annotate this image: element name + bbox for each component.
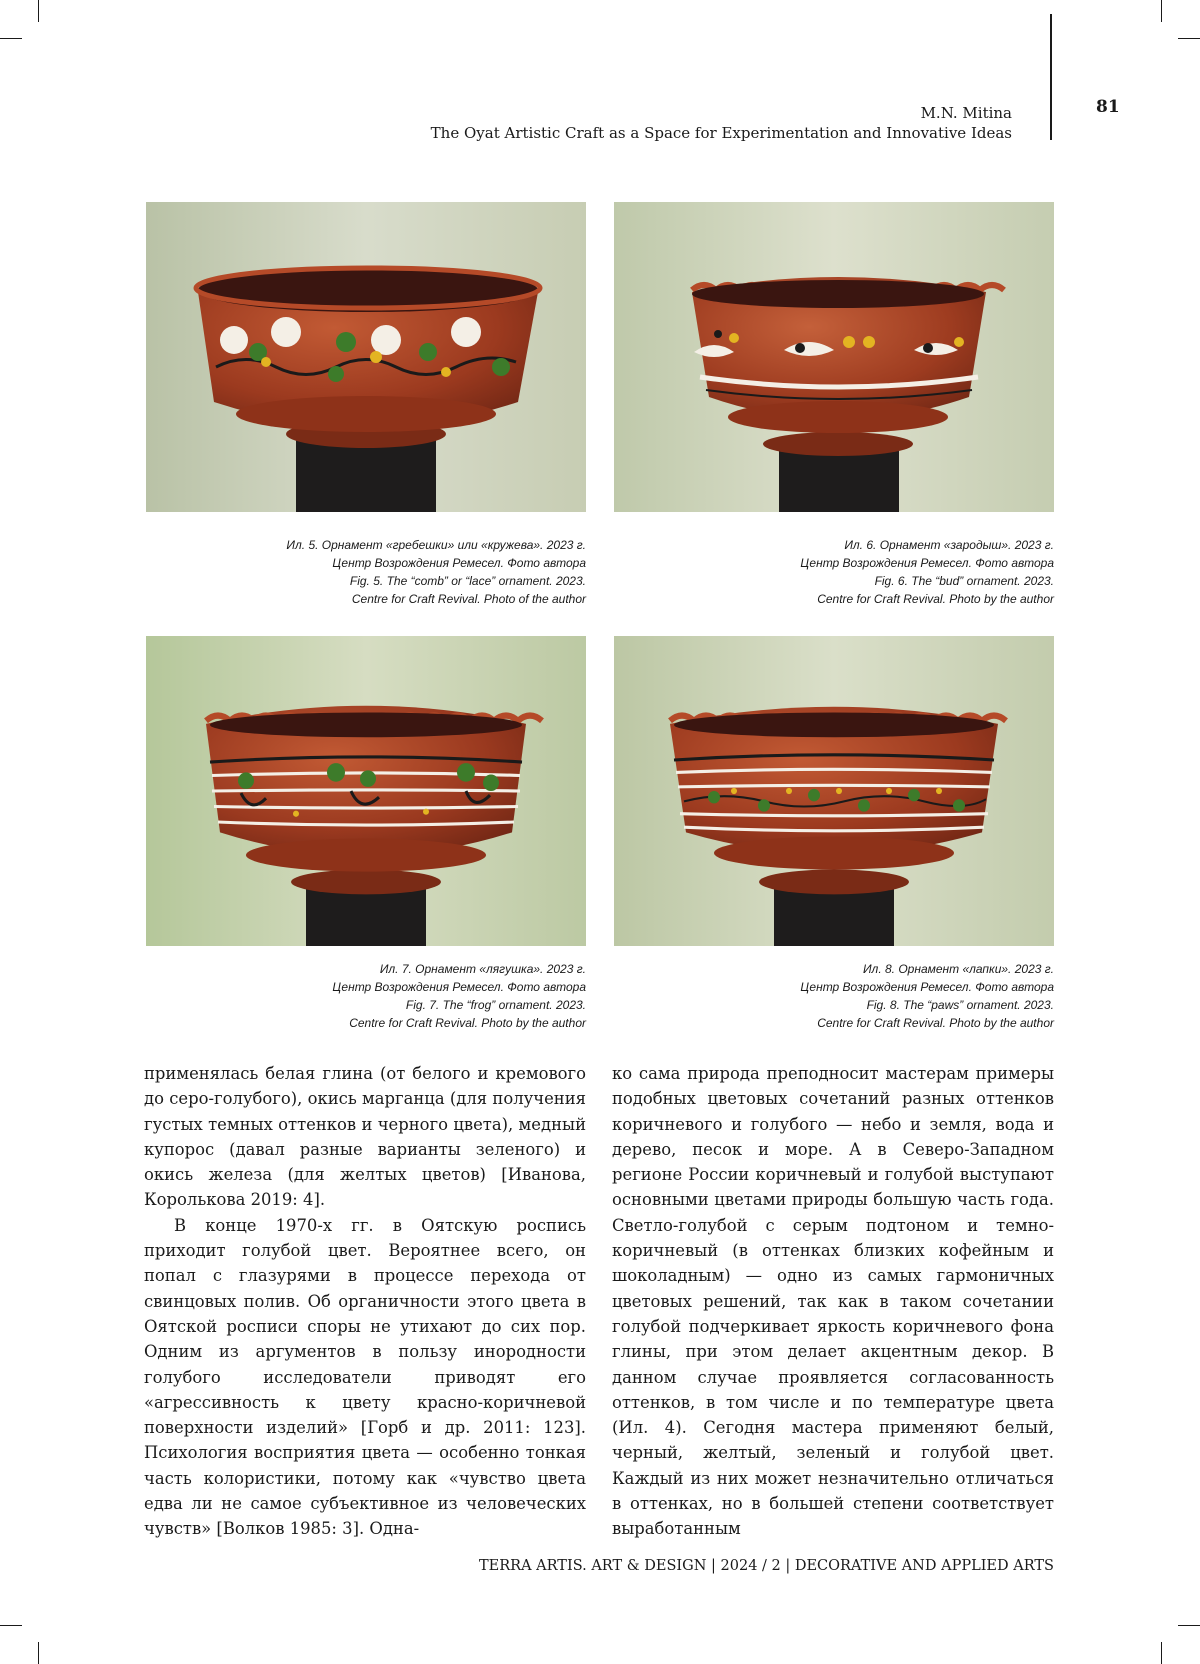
- figure-7-caption: [146, 960, 586, 1032]
- caption-line: Ил. 7. Орнамент «лягушка». 2023 г.: [379, 962, 586, 976]
- crop-mark: [1178, 1625, 1200, 1626]
- body-paragraph: применялась белая глина (от белого и кремового до серо-голубого), окись марганца (для получения густых темных оттенков и черного цвета), медный купорос (давал разные варианты зеленого) и окись железа (для желтых цветов) [Иванова, Королькова 2019: 4].: [144, 1064, 586, 1210]
- figure-5-caption: [146, 536, 586, 608]
- crop-mark: [1161, 0, 1162, 22]
- crop-mark: [38, 0, 39, 22]
- caption-line: Ил. 5. Орнамент «гребешки» или «кружева». 2023 г.: [286, 538, 586, 552]
- figure-8-caption: [614, 960, 1054, 1032]
- caption-line: Fig. 5. The “comb” or “lace” ornament. 2023.: [349, 574, 586, 588]
- caption-line: Центр Возрождения Ремесел. Фото автора: [800, 980, 1054, 994]
- body-left-column: [144, 1061, 586, 1542]
- running-footer: TERRA ARTIS. ART & DESIGN | 2024 / 2 | DECORATIVE AND APPLIED ARTS: [479, 1558, 1054, 1574]
- caption-line: Centre for Craft Revival. Photo by the author: [817, 1016, 1054, 1030]
- figure-6-photo: [614, 202, 1054, 512]
- caption-line: Fig. 6. The “bud” ornament. 2023.: [874, 574, 1054, 588]
- caption-line: Ил. 6. Орнамент «зародыш». 2023 г.: [844, 538, 1054, 552]
- caption-line: Fig. 8. The “paws” ornament. 2023.: [866, 998, 1054, 1012]
- caption-line: Ил. 8. Орнамент «лапки». 2023 г.: [862, 962, 1054, 976]
- body-paragraph: ко сама природа преподносит мастерам примеры подобных цветовых сочетаний разных оттенков коричневого и голубого — небо и земля, вода и дерево, песок и море. А в Северо-Западном регионе России коричневый и голубой выступают основными цветами природы большую часть года. Светло-голубой с серым подтоном и темно-коричневый (в оттенках близких кофейным и шоколадным) — одно из самых гармоничных цветовых решений, так как в таком сочетании голубой подчеркивает яркость коричневого фона глины, при этом делает акцентным декор. В данном случае проявляется согласованность оттенков, в том числе и по температуре цвета (Ил. 4). Сегодня мастера применяют белый, черный, желтый, зеленый и голубой цвет. Каждый из них может незначительно отличаться в оттенках, но в большей степени соответствует выработанным: [612, 1064, 1054, 1539]
- crop-mark: [0, 1625, 22, 1626]
- running-header-author: M.N. Mitina: [920, 104, 1012, 122]
- body-right-column: [612, 1061, 1054, 1542]
- crop-mark: [38, 1642, 39, 1664]
- caption-line: Центр Возрождения Ремесел. Фото автора: [800, 556, 1054, 570]
- caption-line: Centre for Craft Revival. Photo of the author: [351, 592, 586, 606]
- body-paragraph: В конце 1970-х гг. в Оятскую роспись приходит голубой цвет. Вероятнее всего, он попал с глазурями в процессе перехода от свинцовых полив. Об органичности этого цвета в Оятской росписи споры не утихают до сих пор. Одним из аргументов в пользу инородности голубого исследователи приводят его «агрессивность к цвету красно-коричневой поверхности изделий» [Горб и др. 2011: 123]. Психология восприятия цвета — особенно тонкая часть колористики, потому как «чувство цвета едва ли не самое субъективное из человеческих чувств» [Волков 1985: 3]. Одна-: [144, 1215, 586, 1539]
- figure-5-photo: [146, 202, 586, 512]
- caption-line: Centre for Craft Revival. Photo by the author: [349, 1016, 586, 1030]
- figure-8-photo: [614, 636, 1054, 946]
- caption-line: Centre for Craft Revival. Photo by the author: [817, 592, 1054, 606]
- caption-line: Fig. 7. The “frog” ornament. 2023.: [405, 998, 586, 1012]
- caption-line: Центр Возрождения Ремесел. Фото автора: [332, 556, 586, 570]
- page-number: 81: [1096, 97, 1120, 117]
- figure-7-photo: [146, 636, 586, 946]
- figure-6-caption: [614, 536, 1054, 608]
- running-header-title: The Oyat Artistic Craft as a Space for Experimentation and Innovative Ideas: [430, 124, 1012, 142]
- crop-mark: [1178, 38, 1200, 39]
- header-divider: [1050, 14, 1052, 140]
- crop-mark: [0, 38, 22, 39]
- crop-mark: [1161, 1642, 1162, 1664]
- caption-line: Центр Возрождения Ремесел. Фото автора: [332, 980, 586, 994]
